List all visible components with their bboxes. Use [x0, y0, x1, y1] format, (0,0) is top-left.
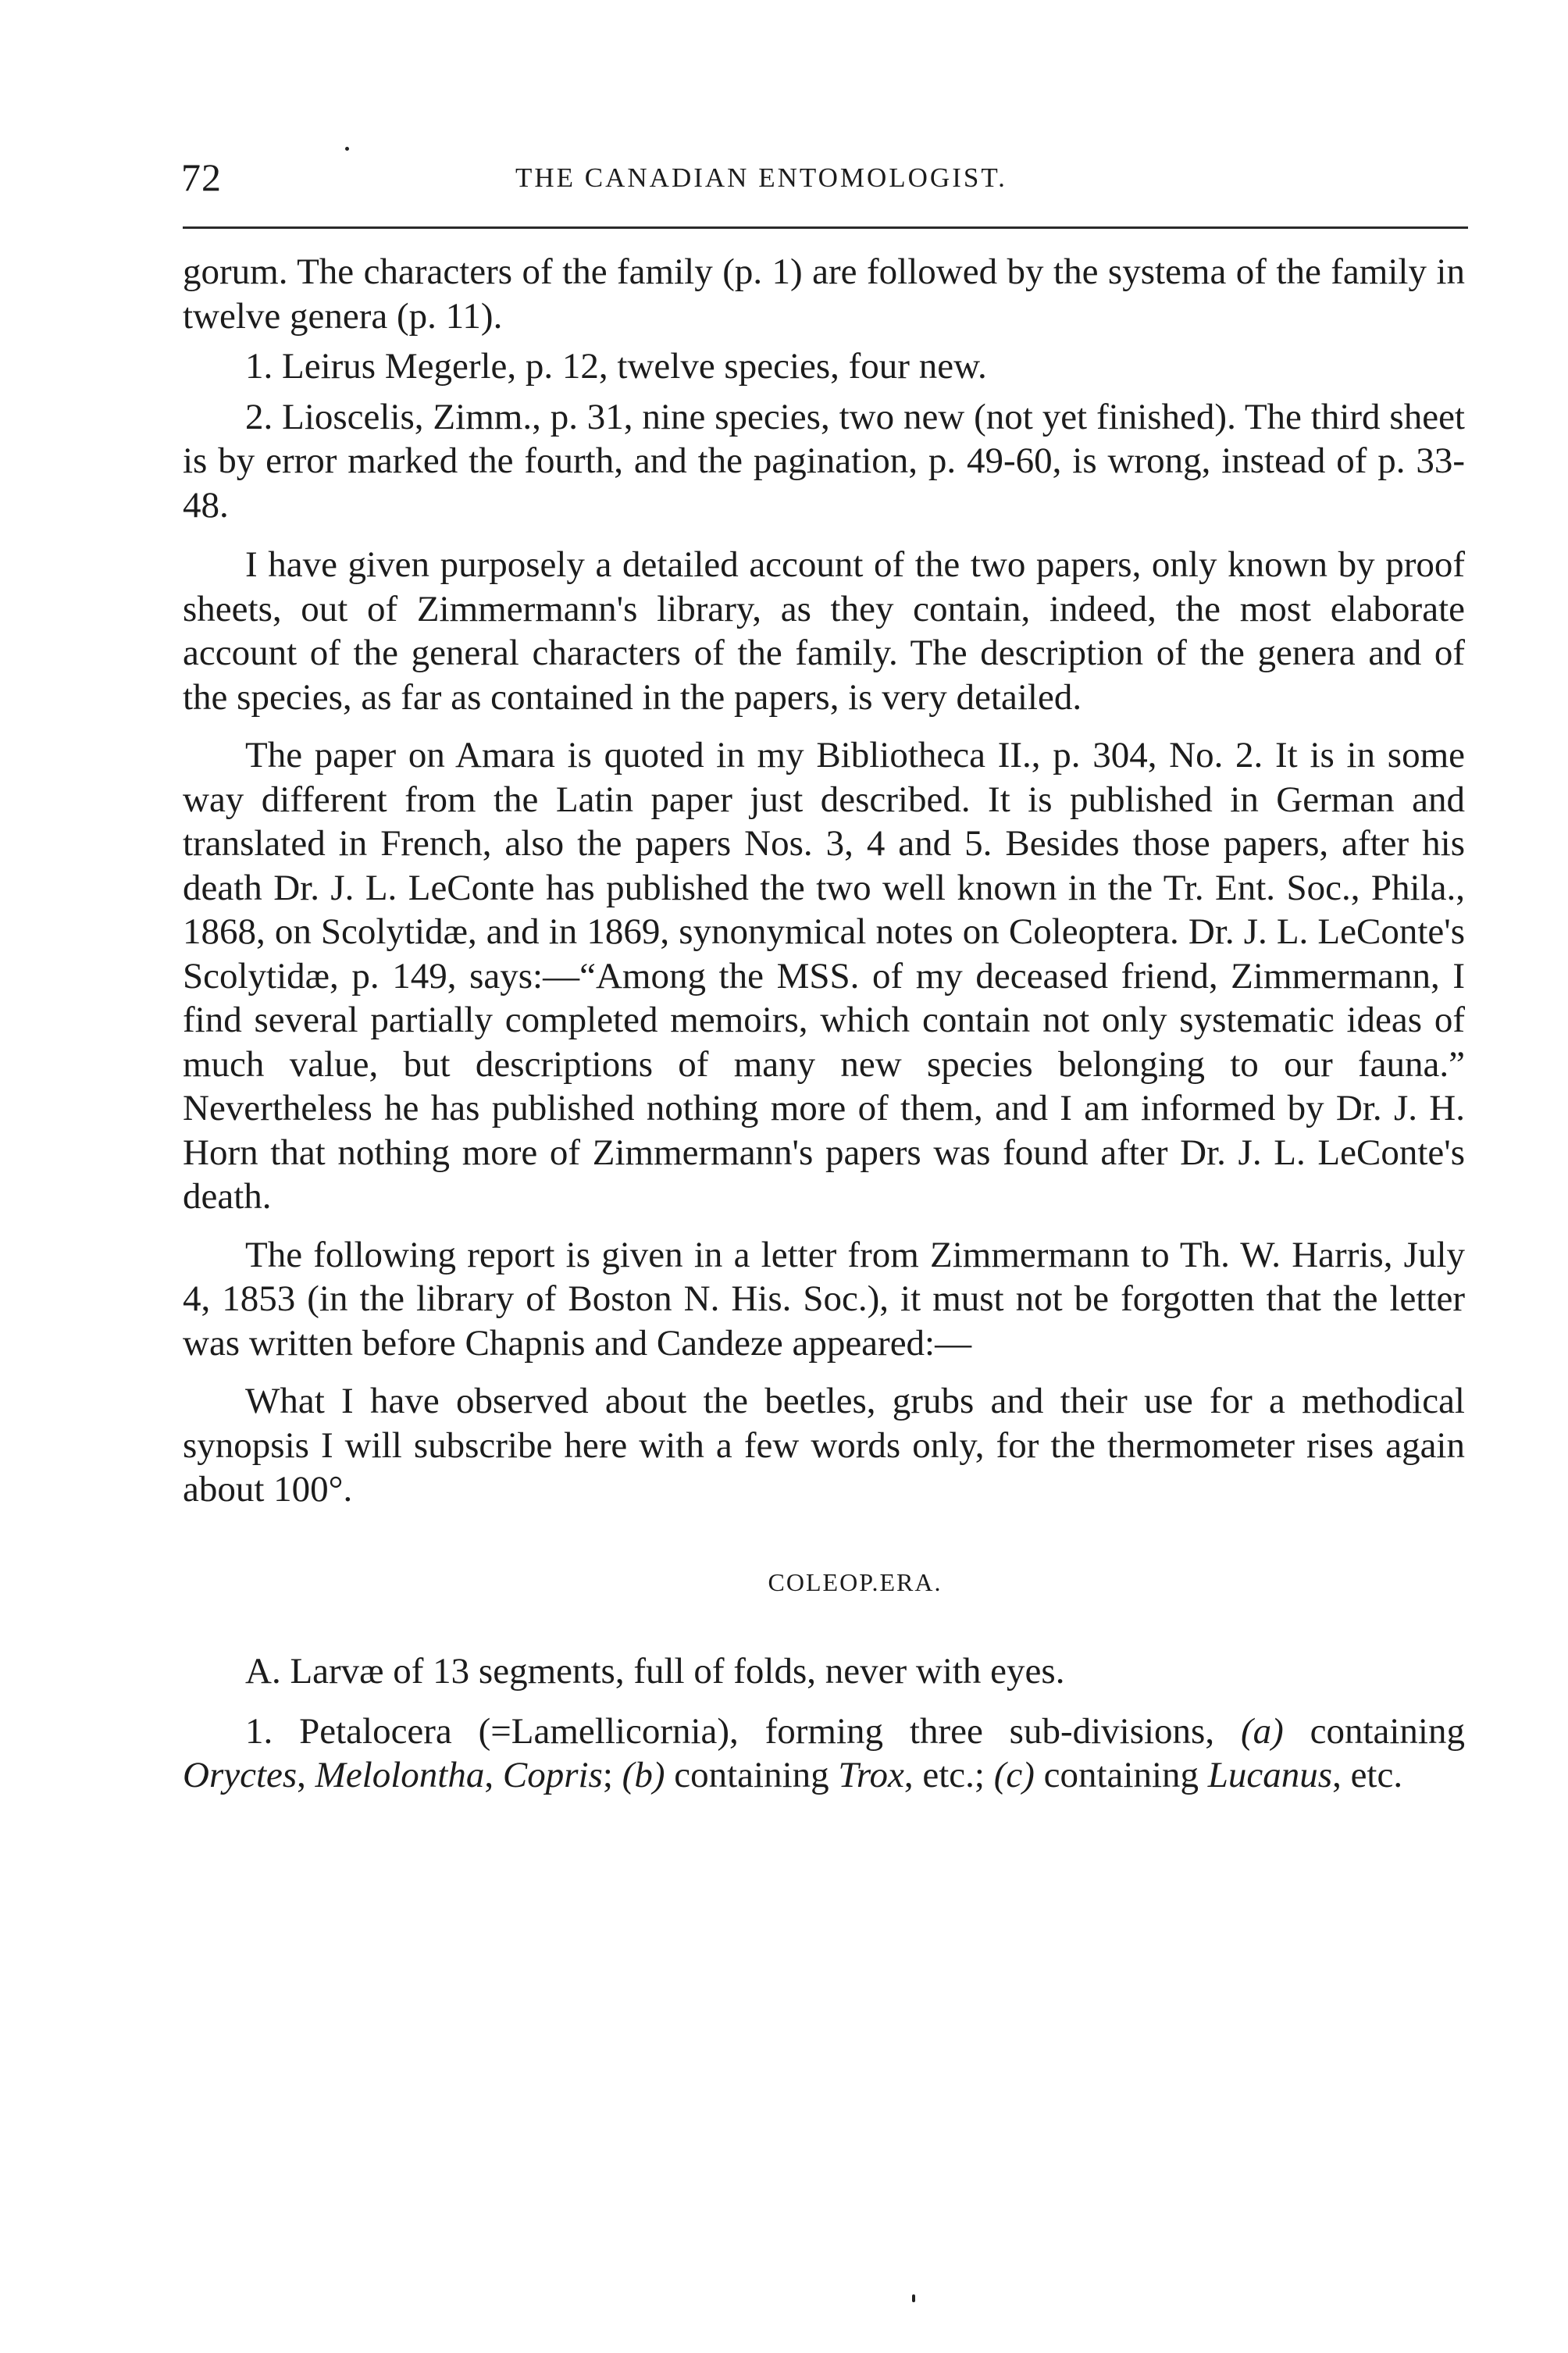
subdivision-b-text: containing: [665, 1755, 839, 1795]
genus-trox: Trox: [838, 1755, 904, 1795]
paragraph-continuation: gorum. The characters of the family (p. 1) are followed by the systema of the family in twelve genera (p. 11).: [183, 251, 1465, 337]
section-heading: COLEOP.ERA.: [768, 1567, 943, 1596]
paragraph-letter-quote: What I have observed about the beetles, grubs and their use for a methodical synopsis I will subscribe here with a few words only, for the thermometer rises again about 100°.: [183, 1381, 1465, 1510]
separator: ;: [602, 1755, 622, 1795]
petalocera-end: , etc.: [1332, 1755, 1403, 1795]
subdivision-b-label: (b): [622, 1755, 665, 1795]
list-item-lioscelis: 2. Lioscelis, Zimm., p. 31, nine species, two new (not yet finished). The third sheet is by error marked the fourth, and the pagination, p. 49-60, is wrong, instead of p. 33-48.: [183, 396, 1465, 526]
running-title: THE CANADIAN ENTOMOLOGIST.: [515, 162, 1007, 193]
list-item-leirus: 1. Leirus Megerle, p. 12, twelve species, four new.: [245, 346, 987, 387]
page-number: 72: [181, 155, 222, 199]
subdivision-a-label: (a): [1240, 1710, 1284, 1752]
paragraph-detailed-account: I have given purposely a detailed account of the two papers, only known by proof sheets, out of Zimmermann's library, as they contain, indeed, the most elaborate account of the general characters of the family. The description of the genera and of the species, as far as contained in the papers, is very detailed.: [183, 544, 1465, 718]
paragraph-letter-report: The following report is given in a letter from Zimmermann to Th. W. Harris, July 4, 1853 (in the library of Boston N. His. Soc.), it must not be forgotten that the letter was written before Chapnis and Candeze appeared:—: [183, 1234, 1465, 1364]
separator: ,: [297, 1755, 315, 1795]
article-body: [183, 250, 1465, 1804]
subdivision-a-text: containing: [1283, 1710, 1465, 1752]
print-speck: [912, 2294, 915, 2302]
subdivision-c-label: (c): [993, 1755, 1035, 1795]
paragraph-petalocera: [183, 1709, 1465, 1798]
print-speck: [345, 147, 349, 151]
header-rule: [183, 226, 1468, 229]
genus-copris: Copris: [502, 1755, 603, 1795]
paragraph-larvae: A. Larvæ of 13 segments, full of folds, never with eyes.: [245, 1651, 1065, 1692]
genus-melolontha: Melolontha: [315, 1755, 485, 1795]
subdivision-b-end: , etc.;: [903, 1755, 994, 1795]
subdivision-c-text: containing: [1034, 1755, 1208, 1795]
separator: ,: [484, 1755, 503, 1795]
genus-oryctes: Oryctes: [183, 1755, 298, 1795]
paragraph-amara-paper: The paper on Amara is quoted in my Bibliotheca II., p. 304, No. 2. It is in some way different from the Latin paper just described. It is published in German and translated in French, also the papers Nos. 3, 4 and 5. Besides those papers, after his death Dr. J. L. LeConte has published the two well known in the Tr. Ent. Soc., Phila., 1868, on Scolytidæ, and in 1869, synonymical notes on Coleoptera. Dr. J. L. LeConte's Scolytidæ, p. 149, says:—“Among the MSS. of my deceased friend, Zimmermann, I find several partially completed memoirs, which contain not only systematic ideas of much value, but descriptions of many new species belonging to our fauna.” Nevertheless he has published nothing more of them, and I am informed by Dr. J. H. Horn that nothing more of Zimmermann's papers was found after Dr. J. L. LeConte's death.: [183, 735, 1465, 1217]
genus-lucanus: Lucanus: [1207, 1755, 1333, 1795]
petalocera-lead: 1. Petalocera (=Lamellicornia), forming three sub-divisions,: [245, 1710, 1241, 1752]
